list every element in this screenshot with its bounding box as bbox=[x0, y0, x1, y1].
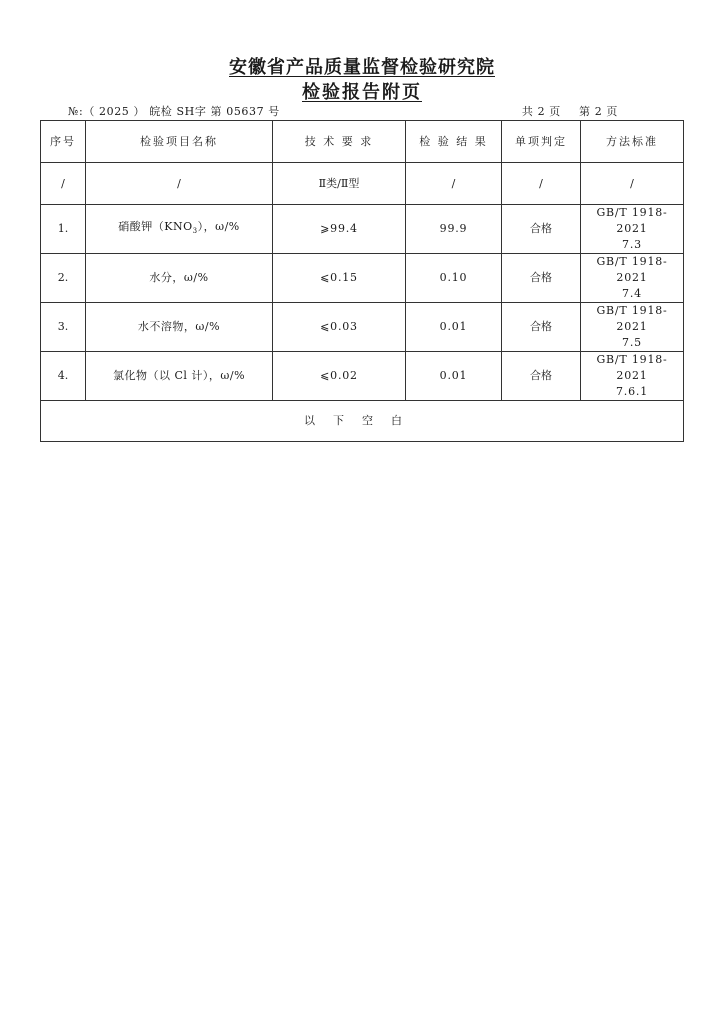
end-row bbox=[41, 401, 684, 442]
row-number: 3. bbox=[41, 303, 86, 352]
current-page: 第 2 页 bbox=[579, 105, 618, 118]
table-row bbox=[41, 205, 684, 254]
class-cell: / bbox=[41, 163, 86, 205]
row-number: 4. bbox=[41, 352, 86, 401]
method-line-2: 7.4 bbox=[622, 287, 642, 300]
col-header-judgement: 单项判定 bbox=[502, 121, 581, 163]
col-header-requirement: 技 术 要 求 bbox=[273, 121, 406, 163]
requirement: ⩽0.02 bbox=[273, 352, 406, 401]
page-indicator bbox=[518, 103, 618, 119]
table-row bbox=[41, 303, 684, 352]
row-number: 2. bbox=[41, 254, 86, 303]
judgement: 合格 bbox=[502, 303, 581, 352]
requirement: ⩽0.15 bbox=[273, 254, 406, 303]
method-line-1: GB/T 1918-2021 bbox=[596, 255, 668, 284]
requirement: ⩾99.4 bbox=[273, 205, 406, 254]
method-standard bbox=[581, 205, 684, 254]
class-cell: Ⅱ类/Ⅱ型 bbox=[273, 163, 406, 205]
requirement: ⩽0.03 bbox=[273, 303, 406, 352]
class-cell: / bbox=[502, 163, 581, 205]
result: 0.01 bbox=[406, 303, 502, 352]
item-name-subscript: 3 bbox=[192, 227, 198, 236]
method-line-2: 7.6.1 bbox=[616, 385, 648, 398]
item-name: 水不溶物，ω/% bbox=[86, 303, 273, 352]
result: 0.10 bbox=[406, 254, 502, 303]
col-header-method: 方法标准 bbox=[581, 121, 684, 163]
result: 0.01 bbox=[406, 352, 502, 401]
report-subtitle: 检验报告附页 bbox=[302, 82, 422, 103]
item-name-prefix: 硝酸钾（KNO bbox=[118, 219, 193, 233]
judgement: 合格 bbox=[502, 205, 581, 254]
class-cell: / bbox=[406, 163, 502, 205]
item-name: 水分，ω/% bbox=[86, 254, 273, 303]
col-header-result: 检 验 结 果 bbox=[406, 121, 502, 163]
col-header-item: 检验项目名称 bbox=[86, 121, 273, 163]
institute-title: 安徽省产品质量监督检验研究院 bbox=[229, 57, 495, 78]
row-number: 1. bbox=[41, 205, 86, 254]
judgement: 合格 bbox=[502, 352, 581, 401]
item-name: 氯化物（以 Cl 计），ω/% bbox=[86, 352, 273, 401]
method-standard bbox=[581, 303, 684, 352]
end-note: 以下空白 bbox=[41, 401, 684, 442]
method-line-1: GB/T 1918-2021 bbox=[596, 353, 668, 382]
method-line-1: GB/T 1918-2021 bbox=[596, 304, 668, 333]
total-pages: 共 2 页 bbox=[521, 105, 561, 118]
table-header-row bbox=[41, 121, 684, 163]
judgement: 合格 bbox=[502, 254, 581, 303]
method-line-2: 7.5 bbox=[622, 336, 642, 349]
method-line-2: 7.3 bbox=[622, 238, 642, 251]
table-row bbox=[41, 254, 684, 303]
method-standard bbox=[581, 352, 684, 401]
class-row bbox=[41, 163, 684, 205]
method-line-1: GB/T 1918-2021 bbox=[596, 206, 668, 235]
col-header-no: 序号 bbox=[41, 121, 86, 163]
item-name bbox=[86, 205, 273, 254]
item-name-suffix: ），ω/% bbox=[197, 219, 240, 233]
report-number: №:（ 2025 ） 皖检 SH字 第 05637 号 bbox=[68, 105, 280, 118]
class-cell: / bbox=[86, 163, 273, 205]
inspection-table bbox=[40, 120, 684, 442]
result: 99.9 bbox=[406, 205, 502, 254]
method-standard bbox=[581, 254, 684, 303]
table-row bbox=[41, 352, 684, 401]
class-cell: / bbox=[581, 163, 684, 205]
